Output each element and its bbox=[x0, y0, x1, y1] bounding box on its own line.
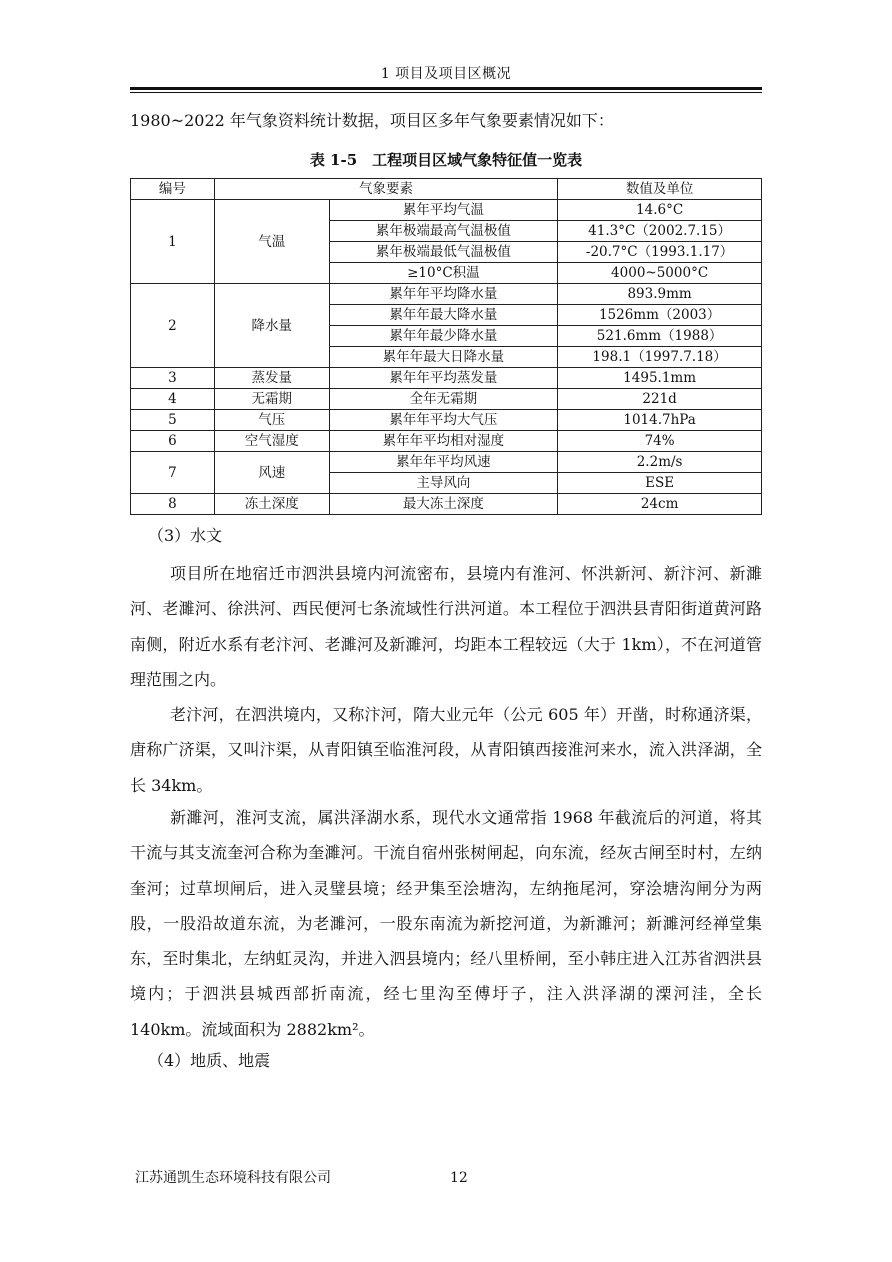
cell-item: 最大冻土深度 bbox=[329, 494, 558, 515]
cell-category: 无霜期 bbox=[214, 389, 329, 410]
cell-value: 893.9mm bbox=[558, 284, 762, 305]
cell-item: 累年年平均风速 bbox=[329, 452, 558, 473]
cell-no: 5 bbox=[131, 410, 215, 431]
cell-item: 累年极端最高气温极值 bbox=[329, 221, 558, 242]
cell-no: 7 bbox=[131, 452, 215, 494]
footer-company: 江苏通凯生态环境科技有限公司 bbox=[135, 1170, 331, 1186]
cell-item: 累年年最大降水量 bbox=[329, 305, 558, 326]
cell-no: 1 bbox=[131, 200, 215, 284]
table-row bbox=[131, 410, 762, 431]
cell-item: 累年极端最低气温极值 bbox=[329, 242, 558, 263]
cell-value: 221d bbox=[558, 389, 762, 410]
cell-value: 4000~5000°C bbox=[558, 263, 762, 284]
cell-value: 521.6mm（1988） bbox=[558, 326, 762, 347]
cell-value: ESE bbox=[558, 473, 762, 494]
cell-value: 24cm bbox=[558, 494, 762, 515]
cell-category: 蒸发量 bbox=[214, 368, 329, 389]
table-header-row bbox=[131, 179, 762, 200]
cell-item: 累年年平均降水量 bbox=[329, 284, 558, 305]
header-element: 气象要素 bbox=[214, 179, 557, 200]
cell-value: 1526mm（2003） bbox=[558, 305, 762, 326]
cell-category: 空气湿度 bbox=[214, 431, 329, 452]
cell-no: 8 bbox=[131, 494, 215, 515]
paragraph-xinsui-river: 新濉河，淮河支流，属洪泽湖水系，现代水文通常指 1968 年截流后的河道，将其干流与其支流奎河合称为奎濉河。干流自宿州张树闸起，向东流，经灰古闸至时村，左纳奎河；过草坝闸后，进入灵璧县境；经尹集至浍塘沟，左纳拖尾河，穿浍塘沟闸分为两股，一股沿故道东流，为老濉河，一股东南流为新挖河道，为新濉河；新濉河经禅堂集东，至时集北，左纳虹灵沟，并进入泗县境内；经八里桥闸，至小韩庄进入江苏省泗洪县境内；于泗洪县城西部折南流，经七里沟至傅圩子，注入洪泽湖的溧河洼，全长 140km。流域面积为 2882km²。 bbox=[130, 808, 762, 1039]
table-caption: 表 1-5 工程项目区域气象特征值一览表 bbox=[309, 151, 583, 169]
cell-item: 累年平均气温 bbox=[329, 200, 558, 221]
section-title-geology: （4）地质、地震 bbox=[148, 1051, 271, 1070]
header-no: 编号 bbox=[131, 179, 215, 200]
table-row bbox=[131, 389, 762, 410]
cell-category: 冻土深度 bbox=[214, 494, 329, 515]
running-header: 1 项目及项目区概况 bbox=[380, 66, 512, 82]
cell-value: 198.1（1997.7.18） bbox=[558, 347, 762, 368]
table-body bbox=[131, 200, 762, 515]
table-row bbox=[131, 431, 762, 452]
intro-text: 1980~2022 年气象资料统计数据，项目区多年气象要素情况如下： bbox=[130, 111, 614, 130]
paragraph-rivers: 项目所在地宿迁市泗洪县境内河流密布，县境内有淮河、怀洪新河、新汴河、新濉河、老濉河、徐洪河、西民便河七条流域性行洪河道。本工程位于泗洪县青阳街道黄河路南侧，附近水系有老汴河、老濉河及新濉河，均距本工程较远（大于 1km），不在河道管理范围之内。 bbox=[130, 564, 762, 689]
cell-item: 累年年平均大气压 bbox=[329, 410, 558, 431]
cell-item: 主导风向 bbox=[329, 473, 558, 494]
cell-item: ≥10°C积温 bbox=[329, 263, 558, 284]
table-row bbox=[131, 284, 762, 305]
cell-category: 气温 bbox=[214, 200, 329, 284]
cell-value: 41.3°C（2002.7.15） bbox=[558, 221, 762, 242]
table-row bbox=[131, 368, 762, 389]
cell-value: 1495.1mm bbox=[558, 368, 762, 389]
cell-value: 14.6°C bbox=[558, 200, 762, 221]
cell-category: 降水量 bbox=[214, 284, 329, 368]
cell-no: 4 bbox=[131, 389, 215, 410]
cell-value: -20.7°C（1993.1.17） bbox=[558, 242, 762, 263]
cell-item: 累年年平均蒸发量 bbox=[329, 368, 558, 389]
cell-item: 累年年最少降水量 bbox=[329, 326, 558, 347]
header-rule-thin bbox=[130, 92, 762, 93]
paragraph-laobian-river: 老汴河，在泗洪境内，又称汴河，隋大业元年（公元 605 年）开凿，时称通济渠，唐称广济渠，又叫汴渠，从青阳镇至临淮河段，从青阳镇西接淮河来水，流入洪泽湖，全长 34km。 bbox=[130, 705, 762, 795]
table-row bbox=[131, 494, 762, 515]
header-value: 数值及单位 bbox=[558, 179, 762, 200]
page-number: 12 bbox=[450, 1170, 468, 1186]
table-row bbox=[131, 452, 762, 473]
cell-no: 6 bbox=[131, 431, 215, 452]
cell-category: 风速 bbox=[214, 452, 329, 494]
cell-value: 74% bbox=[558, 431, 762, 452]
cell-value: 1014.7hPa bbox=[558, 410, 762, 431]
cell-category: 气压 bbox=[214, 410, 329, 431]
section-title-hydrology: （3）水文 bbox=[148, 526, 223, 545]
cell-no: 2 bbox=[131, 284, 215, 368]
cell-no: 3 bbox=[131, 368, 215, 389]
header-rule-thick bbox=[130, 87, 762, 90]
cell-value: 2.2m/s bbox=[558, 452, 762, 473]
cell-item: 累年年平均相对湿度 bbox=[329, 431, 558, 452]
cell-item: 全年无霜期 bbox=[329, 389, 558, 410]
cell-item: 累年年最大日降水量 bbox=[329, 347, 558, 368]
table-row bbox=[131, 200, 762, 221]
climate-table bbox=[130, 178, 762, 515]
